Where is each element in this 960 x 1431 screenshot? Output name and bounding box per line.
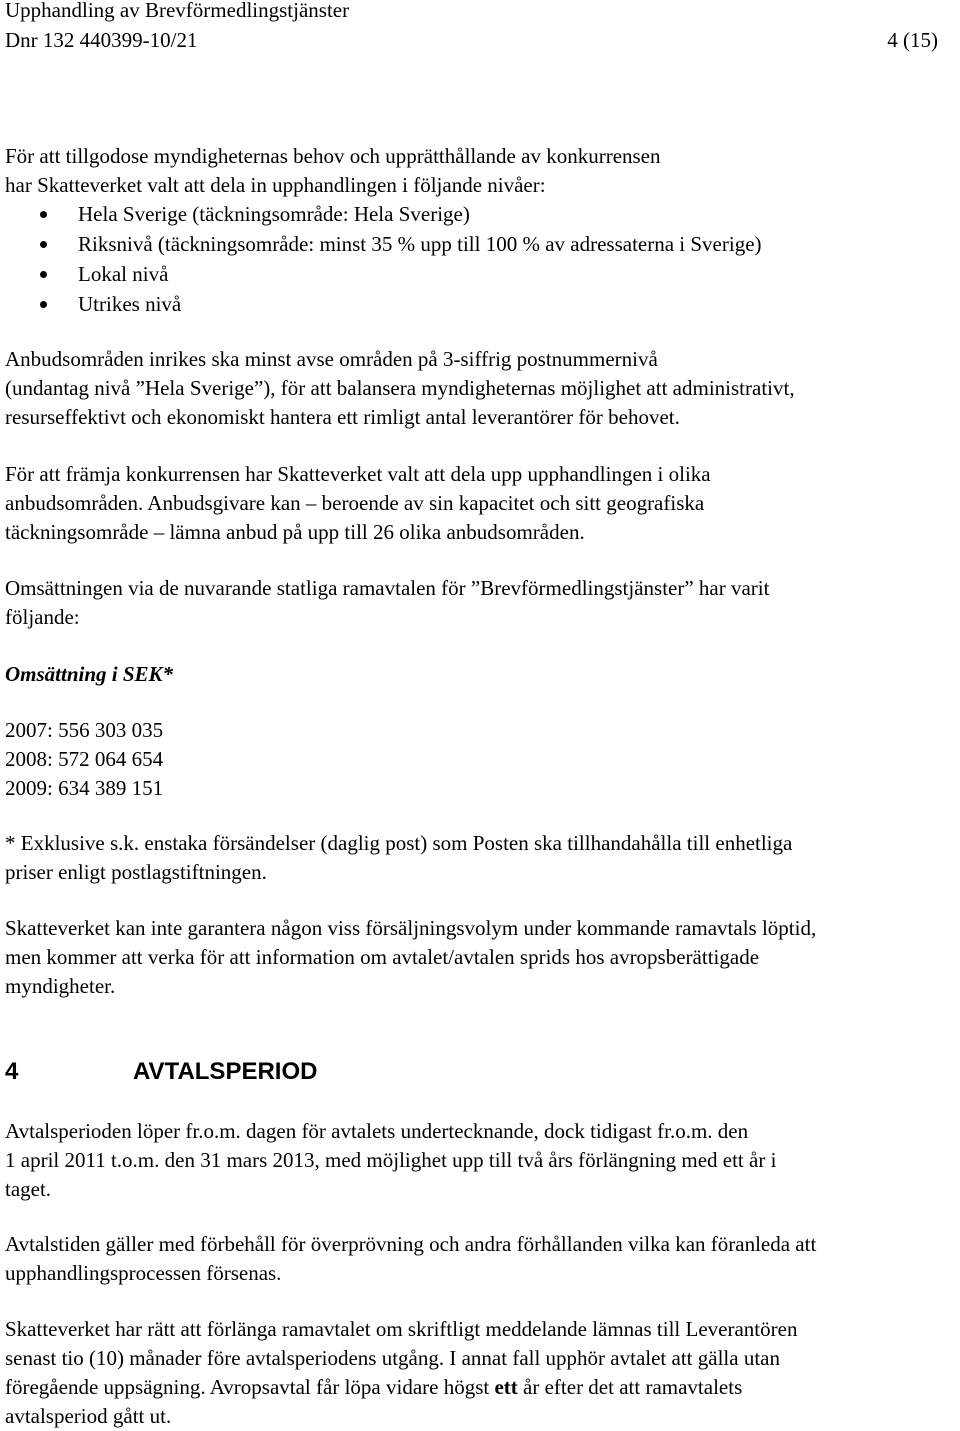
bullet-icon <box>40 241 47 248</box>
turnover-row: 2008: 572 064 654 <box>5 747 164 771</box>
bullet-icon <box>40 211 47 218</box>
intro-paragraph: För att tillgodose myndigheternas behov och upprätthållande av konkurrensen har Skatteverket valt att dela in upphandlingen i följande nivåer: <box>5 144 661 197</box>
guarantee-paragraph: Skatteverket kan inte garantera någon viss försäljningsvolym under kommande ramavtals löptid, men kommer att verka för att information om avtalet/avtalen sprids hos avropsberättigade myndigheter. <box>5 916 817 998</box>
emphasis-word: ett <box>494 1375 518 1399</box>
list-item: Riksnivå (täckningsområde: minst 35 % upp till 100 % av adressaterna i Sverige) <box>5 229 955 259</box>
footnote: * Exklusive s.k. enstaka försändelser (daglig post) som Posten ska tillhandahålla till enhetliga priser enligt postlagstiftningen. <box>5 831 793 884</box>
list-item: Utrikes nivå <box>5 289 955 319</box>
period-paragraph: Avtalsperioden löper fr.o.m. dagen för avtalets undertecknande, dock tidigast fr.o.m. den 1 april 2011 t.o.m. den 31 mars 2013, med möjlighet upp till två års förlängning med ett år i taget. <box>5 1119 777 1201</box>
levels-list <box>5 199 955 319</box>
list-item: Hela Sverige (täckningsområde: Hela Sverige) <box>5 199 955 229</box>
extension-paragraph: Skatteverket har rätt att förlänga ramavtalet om skriftligt meddelande lämnas till Leverantören senast tio (10) månader före avtalsperiodens utgång. I annat fall upphör avtalet att gälla utan föregående uppsägning. Avropsavtal får löpa vidare högst ett år efter det att ramavtalets avtalsperiod gått ut. <box>5 1317 798 1428</box>
areas-paragraph: Anbudsområden inrikes ska minst avse områden på 3-siffrig postnummernivå (undantag nivå ”Hela Sverige”), för att balansera myndigheternas möjlighet att administrativt, resurseffektivt och ekonomiskt hantera ett rimligt antal leverantörer för behovet. <box>5 347 795 429</box>
page-number: 4 (15) <box>887 28 938 52</box>
document-title: Upphandling av Brevförmedlingstjänster <box>5 0 350 22</box>
competition-paragraph: För att främja konkurrensen har Skatteverket valt att dela upp upphandlingen i olika anbudsområden. Anbudsgivare kan – beroende av sin kapacitet och sitt geografiska täckningsområde – lämna anbud på upp till 26 olika anbudsområden. <box>5 462 711 544</box>
bullet-icon <box>40 271 47 278</box>
bullet-icon <box>40 301 47 308</box>
turnover-row: 2007: 556 303 035 <box>5 718 164 742</box>
section-title: AVTALSPERIOD <box>133 1058 318 1085</box>
turnover-paragraph: Omsättningen via de nuvarande statliga ramavtalen för ”Brevförmedlingstjänster” har varit följande: <box>5 576 770 629</box>
turnover-heading: Omsättning i SEK* <box>5 662 174 686</box>
turnover-list <box>5 716 960 803</box>
document-reference: Dnr 132 440399-10/21 <box>5 28 198 52</box>
reservation-paragraph: Avtalstiden gäller med förbehåll för överprövning och andra förhållanden vilka kan föranleda att upphandlingsprocessen försenas. <box>5 1232 817 1285</box>
section-number: 4 <box>5 1058 19 1085</box>
list-item: Lokal nivå <box>5 259 955 289</box>
turnover-row: 2009: 634 389 151 <box>5 776 164 800</box>
